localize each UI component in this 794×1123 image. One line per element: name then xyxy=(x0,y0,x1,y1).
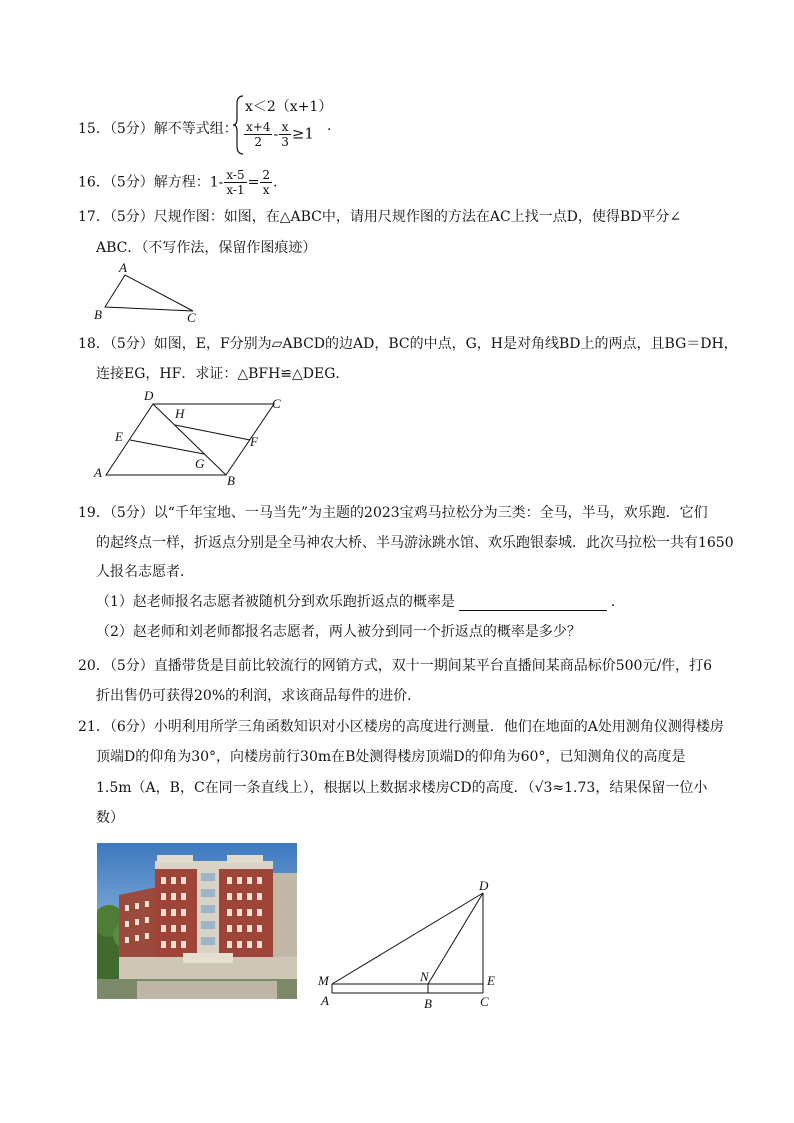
q19-sub-2: （2）赵老师和刘老师都报名志愿者，两人被分到同一个折返点的概率是多少？ xyxy=(96,624,581,640)
q21-line-1: 21．（6分）小明利用所学三角函数知识对小区楼房的高度进行测量．他们在地面的A处用测角仪测得楼房 xyxy=(78,719,724,735)
q18-line-2: 连接EG，HF．求证：△BFH≌△DEG． xyxy=(96,366,350,382)
label-h: H xyxy=(175,406,185,421)
label-g: G xyxy=(195,456,205,471)
q21-line-4: 数） xyxy=(96,810,124,826)
q19-line-2: 的起终点一样，折返点分别是全马神农大桥、半马游泳跳水馆、欢乐跑银泰城．此次马拉松一共有1650 xyxy=(96,535,734,551)
label-c: C xyxy=(480,994,489,1009)
label-b: B xyxy=(94,307,102,322)
label-e: E xyxy=(115,429,123,444)
fraction: $\frac{x}{3}$ xyxy=(281,120,289,149)
label-e: E xyxy=(487,973,495,988)
inequality-line-1: x＜2（x+1） xyxy=(245,99,333,115)
label-n: N xyxy=(420,969,429,984)
fraction: $\frac{x-5}{x-1}$ xyxy=(226,168,245,197)
fraction: $\frac{x+4}{2}$ xyxy=(246,120,271,149)
label-c: C xyxy=(272,396,281,411)
elevation-angle-figure xyxy=(310,875,510,1015)
fraction: $\frac{2}{x}$ xyxy=(262,168,270,197)
label-d: D xyxy=(479,878,489,893)
q21-line-2: 顶端D的仰角为30°，向楼房前行30m在B处测得楼房顶端D的仰角为60°，已知测角仪的高度是 xyxy=(96,749,686,765)
q20-line-2: 折出售仍可获得20%的利润，求该商品每件的进价． xyxy=(96,688,422,704)
label-m: M xyxy=(318,973,329,988)
period: . xyxy=(327,118,332,134)
parallelogram-figure xyxy=(88,386,288,486)
triangle-abc-figure xyxy=(90,258,210,324)
q17-line-1: 17．（5分）尺规作图：如图，在△ABC中，请用尺规作图的方法在AC上找一点D，使得BD平分∠ xyxy=(78,209,682,225)
inequality-line-2: $\frac{x+4}{2}$ - $\frac{x}{3}$ ≥1 xyxy=(246,120,314,149)
q19-line-1: 19．（5分）以“千年宝地、一马当先”为主题的2023宝鸡马拉松分为三类：全马，半马，欢乐跑．它们 xyxy=(78,505,708,521)
label-c: C xyxy=(187,310,196,324)
answer-blank[interactable] xyxy=(459,596,607,611)
q19-sub-1: （1）赵老师报名志愿者被随机分到欢乐跑折返点的概率是 ． xyxy=(96,594,625,610)
q20-line-1: 20．（5分）直播带货是目前比较流行的网销方式，双十一期间某平台直播间某商品标价500元/件，打6 xyxy=(78,658,713,674)
building-photo xyxy=(97,843,297,999)
inequality-system xyxy=(233,94,333,156)
label-a: A xyxy=(321,993,329,1008)
label-a: A xyxy=(119,260,127,275)
q18-line-1: 18．（5分）如图，E，F分别为▱ABCD的边AD，BC的中点，G，H是对角线BD上的两点，且BG＝DH， xyxy=(78,336,738,352)
q21-line-3: 1.5m（A，B，C在同一条直线上），根据以上数据求楼房CD的高度．（√3≈1.73，结果保留一位小 xyxy=(96,780,708,796)
q19-line-3: 人报名志愿者． xyxy=(96,564,194,580)
label-b: B xyxy=(424,996,432,1011)
label-b: B xyxy=(227,473,235,486)
q17-line-2: ABC．（不写作法，保留作图痕迹） xyxy=(96,240,317,256)
label-d: D xyxy=(144,388,154,403)
q16-question: 16．（5分）解方程：1- $\frac{x-5}{x-1}$ = $\frac{2}{x}$ . xyxy=(78,168,278,197)
label-f: F xyxy=(250,434,258,449)
q15-number: 15．（5分）解不等式组： xyxy=(78,121,238,137)
label-a: A xyxy=(94,465,102,480)
